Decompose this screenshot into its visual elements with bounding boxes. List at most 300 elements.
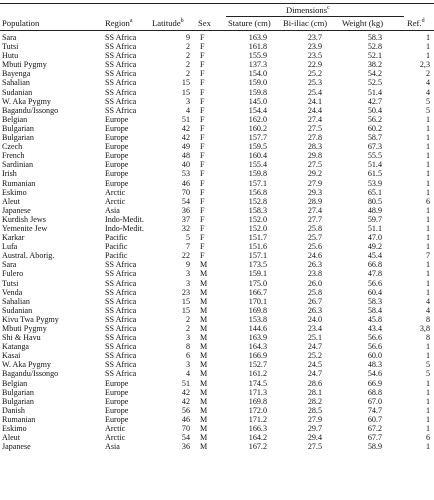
bi-iliac-cell: 28.5 — [307, 405, 322, 415]
ref-cell: 2,3 — [419, 60, 430, 70]
table-row — [0, 42, 434, 51]
ref-cell: 1 — [425, 414, 430, 424]
latitude-cell: 6 — [185, 351, 190, 361]
region-cell: SS Africa — [105, 42, 137, 52]
table-row — [0, 433, 434, 442]
ref-cell: 8 — [425, 314, 430, 324]
ref-cell: 5 — [425, 96, 430, 106]
population-cell: Sahalian — [2, 78, 30, 88]
table-row — [0, 424, 434, 433]
sex-cell: F — [200, 123, 205, 133]
latitude-cell: 53 — [181, 169, 190, 179]
stature-cell: 164.3 — [248, 342, 267, 352]
ref-cell: 1 — [425, 187, 430, 197]
population-cell: Sara — [2, 33, 17, 42]
population-cell: Rumanian — [2, 414, 36, 424]
stature-cell: 160.4 — [248, 151, 267, 161]
ref-cell: 1 — [425, 114, 430, 124]
latitude-cell: 3 — [185, 360, 190, 370]
region-cell: Arctic — [105, 433, 126, 443]
sex-cell: M — [200, 387, 208, 397]
bi-iliac-cell: 26.3 — [307, 305, 322, 315]
ref-cell: 1 — [425, 287, 430, 297]
latitude-cell: 54 — [181, 433, 190, 443]
stature-cell: 161.2 — [248, 369, 267, 379]
ref-cell: 1 — [425, 160, 430, 170]
region-cell: Europe — [105, 396, 129, 406]
weight-cell: 55.5 — [367, 151, 382, 161]
bi-iliac-cell: 29.3 — [307, 187, 322, 197]
stature-cell: 175.0 — [248, 278, 267, 288]
table-row — [0, 69, 434, 78]
weight-cell: 47.0 — [367, 233, 382, 243]
weight-cell: 50.4 — [367, 105, 382, 115]
population-cell: Kivu Twa Pygmy — [2, 314, 59, 324]
ref-cell: 1 — [425, 223, 430, 233]
region-cell: SS Africa — [105, 51, 137, 61]
table-row — [0, 388, 434, 397]
weight-cell: 51.4 — [367, 160, 382, 170]
sex-cell: F — [200, 105, 205, 115]
stature-cell: 157.7 — [248, 133, 267, 143]
stature-cell: 172.0 — [248, 405, 267, 415]
table-row — [0, 360, 434, 369]
latitude-cell: 70 — [181, 424, 190, 434]
weight-cell: 60.0 — [367, 351, 382, 361]
region-cell: SS Africa — [105, 305, 137, 315]
population-cell: French — [2, 151, 25, 161]
dimensions-span-rule — [226, 16, 404, 17]
sex-cell: M — [200, 269, 208, 279]
population-cell: Tutsi — [2, 42, 19, 52]
latitude-cell: 42 — [181, 123, 190, 133]
table-row — [0, 142, 434, 151]
region-cell: SS Africa — [105, 269, 137, 279]
region-cell: SS Africa — [105, 333, 137, 343]
population-cell: Bagandu/Issongo — [2, 369, 59, 379]
latitude-cell: 2 — [185, 69, 190, 79]
region-cell: Pacific — [105, 242, 128, 252]
ref-cell: 5 — [425, 369, 430, 379]
sex-cell: F — [200, 251, 205, 261]
weight-cell: 80.5 — [367, 196, 382, 206]
latitude-cell: 32 — [181, 223, 190, 233]
top-rule — [0, 3, 434, 4]
stature-cell: 159.8 — [248, 169, 267, 179]
sex-cell: F — [200, 223, 205, 233]
table-row — [0, 224, 434, 233]
ref-cell: 2 — [425, 69, 430, 79]
table-row — [0, 215, 434, 224]
ref-cell: 1 — [425, 151, 430, 161]
weight-cell: 56.6 — [367, 342, 382, 352]
sex-cell: F — [200, 205, 205, 215]
stature-cell: 152.7 — [248, 360, 267, 370]
weight-cell: 59.7 — [367, 214, 382, 224]
weight-cell: 67.3 — [367, 142, 382, 152]
sex-cell: F — [200, 33, 205, 42]
ref-cell: 1 — [425, 405, 430, 415]
latitude-cell: 3 — [185, 278, 190, 288]
sex-header: Sex — [198, 18, 211, 28]
population-cell: Danish — [2, 405, 25, 415]
sex-cell: F — [200, 233, 205, 243]
region-cell: SS Africa — [105, 60, 137, 70]
region-cell: Arctic — [105, 196, 126, 206]
bi-iliac-cell: 27.9 — [307, 414, 322, 424]
table-row — [0, 306, 434, 315]
ref-cell: 1 — [425, 142, 430, 152]
stature-cell: 167.2 — [248, 442, 267, 452]
latitude-cell: 46 — [181, 178, 190, 188]
region-cell: SS Africa — [105, 351, 137, 361]
sex-cell: F — [200, 60, 205, 70]
latitude-cell: 9 — [185, 260, 190, 270]
stature-cell: 163.9 — [248, 333, 267, 343]
latitude-cell: 4 — [185, 369, 190, 379]
sex-cell: M — [200, 396, 208, 406]
latitude-cell: 49 — [181, 142, 190, 152]
weight-cell: 67.2 — [367, 424, 382, 434]
weight-cell: 52.8 — [367, 42, 382, 52]
region-cell: Indo-Medit. — [105, 214, 144, 224]
population-cell: Bulgarian — [2, 123, 34, 133]
sex-cell: M — [200, 305, 208, 315]
ref-header: Ref.$^d$ — [407, 18, 425, 28]
weight-cell: 66.9 — [367, 378, 382, 388]
weight-cell: 38.2 — [367, 60, 382, 70]
bi-iliac-cell: 23.7 — [307, 33, 322, 42]
stature-cell: 166.3 — [248, 424, 267, 434]
ref-cell: 1 — [425, 123, 430, 133]
table-row — [0, 206, 434, 215]
weight-cell: 60.2 — [367, 123, 382, 133]
bi-iliac-cell: 24.7 — [307, 369, 322, 379]
weight-cell: 65.1 — [367, 187, 382, 197]
bi-iliac-cell: 28.1 — [307, 387, 322, 397]
region-cell: Europe — [105, 142, 129, 152]
sex-cell: M — [200, 314, 208, 324]
sex-cell: M — [200, 296, 208, 306]
latitude-cell: 15 — [181, 78, 190, 88]
ref-cell: 1 — [425, 242, 430, 252]
table-row — [0, 279, 434, 288]
ref-cell: 8 — [425, 333, 430, 343]
population-cell: Venda — [2, 287, 23, 297]
ref-cell: 6 — [425, 433, 430, 443]
weight-cell: 51.1 — [367, 223, 382, 233]
region-cell: Europe — [105, 387, 129, 397]
stature-cell: 156.8 — [248, 187, 267, 197]
bi-iliac-cell: 28.3 — [307, 142, 322, 152]
ref-cell: 1 — [425, 169, 430, 179]
weight-cell: 56.6 — [367, 333, 382, 343]
region-cell: Europe — [105, 378, 129, 388]
table-row — [0, 242, 434, 251]
sex-cell: M — [200, 369, 208, 379]
bi-iliac-cell: 26.7 — [307, 296, 322, 306]
table-body — [0, 33, 434, 451]
region-cell: Europe — [105, 169, 129, 179]
bi-iliac-cell: 25.8 — [307, 223, 322, 233]
weight-cell: 68.8 — [367, 387, 382, 397]
bi-iliac-cell: 23.9 — [307, 42, 322, 52]
region-cell: Europe — [105, 405, 129, 415]
sex-cell: F — [200, 87, 205, 97]
population-cell: Japanese — [2, 205, 31, 215]
stature-cell: 159.8 — [248, 87, 267, 97]
population-cell: Sahalian — [2, 296, 30, 306]
bi-iliac-cell: 27.8 — [307, 133, 322, 143]
region-cell: Europe — [105, 114, 129, 124]
sex-cell: M — [200, 342, 208, 352]
latitude-cell: 2 — [185, 42, 190, 52]
bi-iliac-cell: 27.5 — [307, 160, 322, 170]
latitude-cell: 5 — [185, 233, 190, 243]
table-row — [0, 269, 434, 278]
region-cell: Asia — [105, 442, 120, 452]
bi-iliac-cell: 25.1 — [307, 333, 322, 343]
population-cell: Czech — [2, 142, 23, 152]
bi-iliac-cell: 25.6 — [307, 242, 322, 252]
ref-cell: 1 — [425, 342, 430, 352]
ref-cell: 1 — [425, 387, 430, 397]
region-cell: SS Africa — [105, 69, 137, 79]
population-cell: Aleut — [2, 433, 20, 443]
ref-cell: 1 — [425, 424, 430, 434]
latitude-cell: 15 — [181, 305, 190, 315]
region-cell: Europe — [105, 160, 129, 170]
bi-iliac-cell: 27.4 — [307, 114, 322, 124]
region-cell: Indo-Medit. — [105, 223, 144, 233]
sex-cell: F — [200, 169, 205, 179]
stature-cell: 174.5 — [248, 378, 267, 388]
bi-iliac-cell: 22.9 — [307, 60, 322, 70]
latitude-cell: 15 — [181, 87, 190, 97]
latitude-cell: 36 — [181, 205, 190, 215]
weight-cell: 42.7 — [367, 96, 382, 106]
ref-cell: 4 — [425, 78, 430, 88]
weight-cell: 48.9 — [367, 205, 382, 215]
region-cell: Europe — [105, 133, 129, 143]
stature-cell: 155.9 — [248, 51, 267, 61]
region-cell: SS Africa — [105, 369, 137, 379]
table-row — [0, 151, 434, 160]
latitude-cell: 2 — [185, 324, 190, 333]
region-cell: SS Africa — [105, 296, 137, 306]
stature-cell: 170.1 — [248, 296, 267, 306]
latitude-cell: 37 — [181, 214, 190, 224]
population-cell: Austral. Aborig. — [2, 251, 55, 261]
latitude-cell: 51 — [181, 114, 190, 124]
ref-cell: 1 — [425, 42, 430, 52]
population-cell: Bagandu/Issongo — [2, 105, 59, 115]
ref-cell: 1 — [425, 33, 430, 42]
table-row — [0, 106, 434, 115]
region-cell: Arctic — [105, 187, 126, 197]
latitude-cell: 2 — [185, 51, 190, 61]
ref-cell: 5 — [425, 360, 430, 370]
latitude-cell: 48 — [181, 151, 190, 161]
table-row — [0, 97, 434, 106]
weight-cell: 54.6 — [367, 369, 382, 379]
table-row — [0, 297, 434, 306]
latitude-cell: 46 — [181, 414, 190, 424]
weight-cell: 49.2 — [367, 242, 382, 252]
ref-cell: 1 — [425, 278, 430, 288]
table-row — [0, 169, 434, 178]
region-cell: SS Africa — [105, 314, 137, 324]
sex-cell: F — [200, 133, 205, 143]
latitude-cell: 2 — [185, 314, 190, 324]
stature-cell: 166.9 — [248, 351, 267, 361]
bi-iliac-cell: 28.2 — [307, 396, 322, 406]
latitude-cell: 4 — [185, 105, 190, 115]
bi-iliac-cell: 26.0 — [307, 278, 322, 288]
bi-iliac-cell: 25.7 — [307, 233, 322, 243]
bi-iliac-cell: 23.8 — [307, 269, 322, 279]
population-cell: Kasai — [2, 351, 21, 361]
table-row — [0, 324, 434, 333]
weight-cell: 45.8 — [367, 314, 382, 324]
region-cell: SS Africa — [105, 105, 137, 115]
sex-cell: M — [200, 405, 208, 415]
stature-cell: 169.8 — [248, 396, 267, 406]
population-header: Population — [2, 18, 40, 28]
population-cell: Irish — [2, 169, 17, 179]
ref-cell: 1 — [425, 205, 430, 215]
latitude-cell: 3 — [185, 333, 190, 343]
stature-cell: 144.6 — [248, 324, 267, 333]
population-cell: Eskimo — [2, 424, 27, 434]
region-cell: SS Africa — [105, 360, 137, 370]
latitude-cell: 36 — [181, 442, 190, 452]
bi-iliac-cell: 27.5 — [307, 123, 322, 133]
stature-cell: 151.6 — [248, 242, 267, 252]
stature-cell: 137.3 — [248, 60, 267, 70]
table-row — [0, 369, 434, 378]
region-cell: Europe — [105, 414, 129, 424]
ref-cell: 1 — [425, 214, 430, 224]
sex-cell: F — [200, 160, 205, 170]
table-row — [0, 78, 434, 87]
weight-cell: 58.4 — [367, 305, 382, 315]
latitude-cell: 8 — [185, 342, 190, 352]
stature-cell: 159.0 — [248, 78, 267, 88]
ref-cell: 3,8 — [419, 324, 430, 333]
table-row — [0, 88, 434, 97]
ref-cell: 1 — [425, 233, 430, 243]
table-row — [0, 160, 434, 169]
stature-cell: 152.8 — [248, 196, 267, 206]
population-cell: Mbuti Pygmy — [2, 324, 47, 333]
population-cell: Bulgarian — [2, 387, 34, 397]
bi-iliac-cell: 27.7 — [307, 214, 322, 224]
bi-iliac-cell: 29.8 — [307, 151, 322, 161]
weight-cell: 51.4 — [367, 87, 382, 97]
ref-cell: 1 — [425, 442, 430, 452]
ref-cell: 1 — [425, 351, 430, 361]
weight-cell: 56.2 — [367, 114, 382, 124]
table-row — [0, 415, 434, 424]
weight-cell: 54.2 — [367, 69, 382, 79]
stature-cell: 152.0 — [248, 223, 267, 233]
ref-cell: 1 — [425, 269, 430, 279]
bi-iliac-cell: 25.4 — [307, 87, 322, 97]
stature-cell: 164.2 — [248, 433, 267, 443]
stature-cell: 166.7 — [248, 287, 267, 297]
stature-cell: 157.1 — [248, 178, 267, 188]
region-cell: Pacific — [105, 251, 128, 261]
latitude-cell: 40 — [181, 160, 190, 170]
ref-cell: 1 — [425, 51, 430, 61]
bi-iliac-cell: 24.6 — [307, 251, 322, 261]
table-row — [0, 233, 434, 242]
latitude-cell: 3 — [185, 96, 190, 106]
weight-cell: 48.3 — [367, 360, 382, 370]
latitude-cell: 22 — [181, 251, 190, 261]
table-row — [0, 351, 434, 360]
weight-cell: 61.5 — [367, 169, 382, 179]
population-cell: Sudanian — [2, 87, 33, 97]
region-cell: SS Africa — [105, 96, 137, 106]
sex-cell: M — [200, 378, 208, 388]
ref-cell: 5 — [425, 105, 430, 115]
latitude-cell: 42 — [181, 396, 190, 406]
stature-cell: 163.9 — [248, 33, 267, 42]
sex-cell: M — [200, 333, 208, 343]
weight-cell: 66.8 — [367, 260, 382, 270]
sex-cell: F — [200, 42, 205, 52]
region-cell: SS Africa — [105, 33, 137, 42]
table-row — [0, 251, 434, 260]
population-cell: Rumanian — [2, 178, 36, 188]
table-row — [0, 260, 434, 269]
weight-cell: 60.4 — [367, 287, 382, 297]
sex-cell: F — [200, 151, 205, 161]
weight-header: Weight (kg) — [342, 18, 384, 28]
sex-cell: F — [200, 69, 205, 79]
sex-cell: F — [200, 142, 205, 152]
bi-iliac-cell: 28.9 — [307, 196, 322, 206]
sex-cell: M — [200, 433, 208, 443]
weight-cell: 52.5 — [367, 78, 382, 88]
bi-iliac-cell: 29.7 — [307, 424, 322, 434]
stature-cell: 153.8 — [248, 314, 267, 324]
stature-cell: 154.0 — [248, 69, 267, 79]
stature-cell: 145.0 — [248, 96, 267, 106]
table-row — [0, 33, 434, 42]
population-cell: Tutsi — [2, 278, 19, 288]
sex-cell: F — [200, 51, 205, 61]
population-cell: Eskimo — [2, 187, 27, 197]
stature-cell: 155.4 — [248, 160, 267, 170]
weight-cell: 47.8 — [367, 269, 382, 279]
ref-cell: 1 — [425, 378, 430, 388]
population-cell: Sudanian — [2, 305, 33, 315]
sex-cell: M — [200, 351, 208, 361]
weight-cell: 60.7 — [367, 414, 382, 424]
bi-iliac-cell: 25.3 — [307, 78, 322, 88]
population-cell: Kurdish Jews — [2, 214, 46, 224]
population-cell: Sara — [2, 260, 17, 270]
table-row — [0, 315, 434, 324]
weight-cell: 45.4 — [367, 251, 382, 261]
stature-cell: 171.2 — [248, 414, 267, 424]
sex-cell: F — [200, 96, 205, 106]
population-cell: Mbuti Pygmy — [2, 60, 47, 70]
sex-cell: M — [200, 360, 208, 370]
